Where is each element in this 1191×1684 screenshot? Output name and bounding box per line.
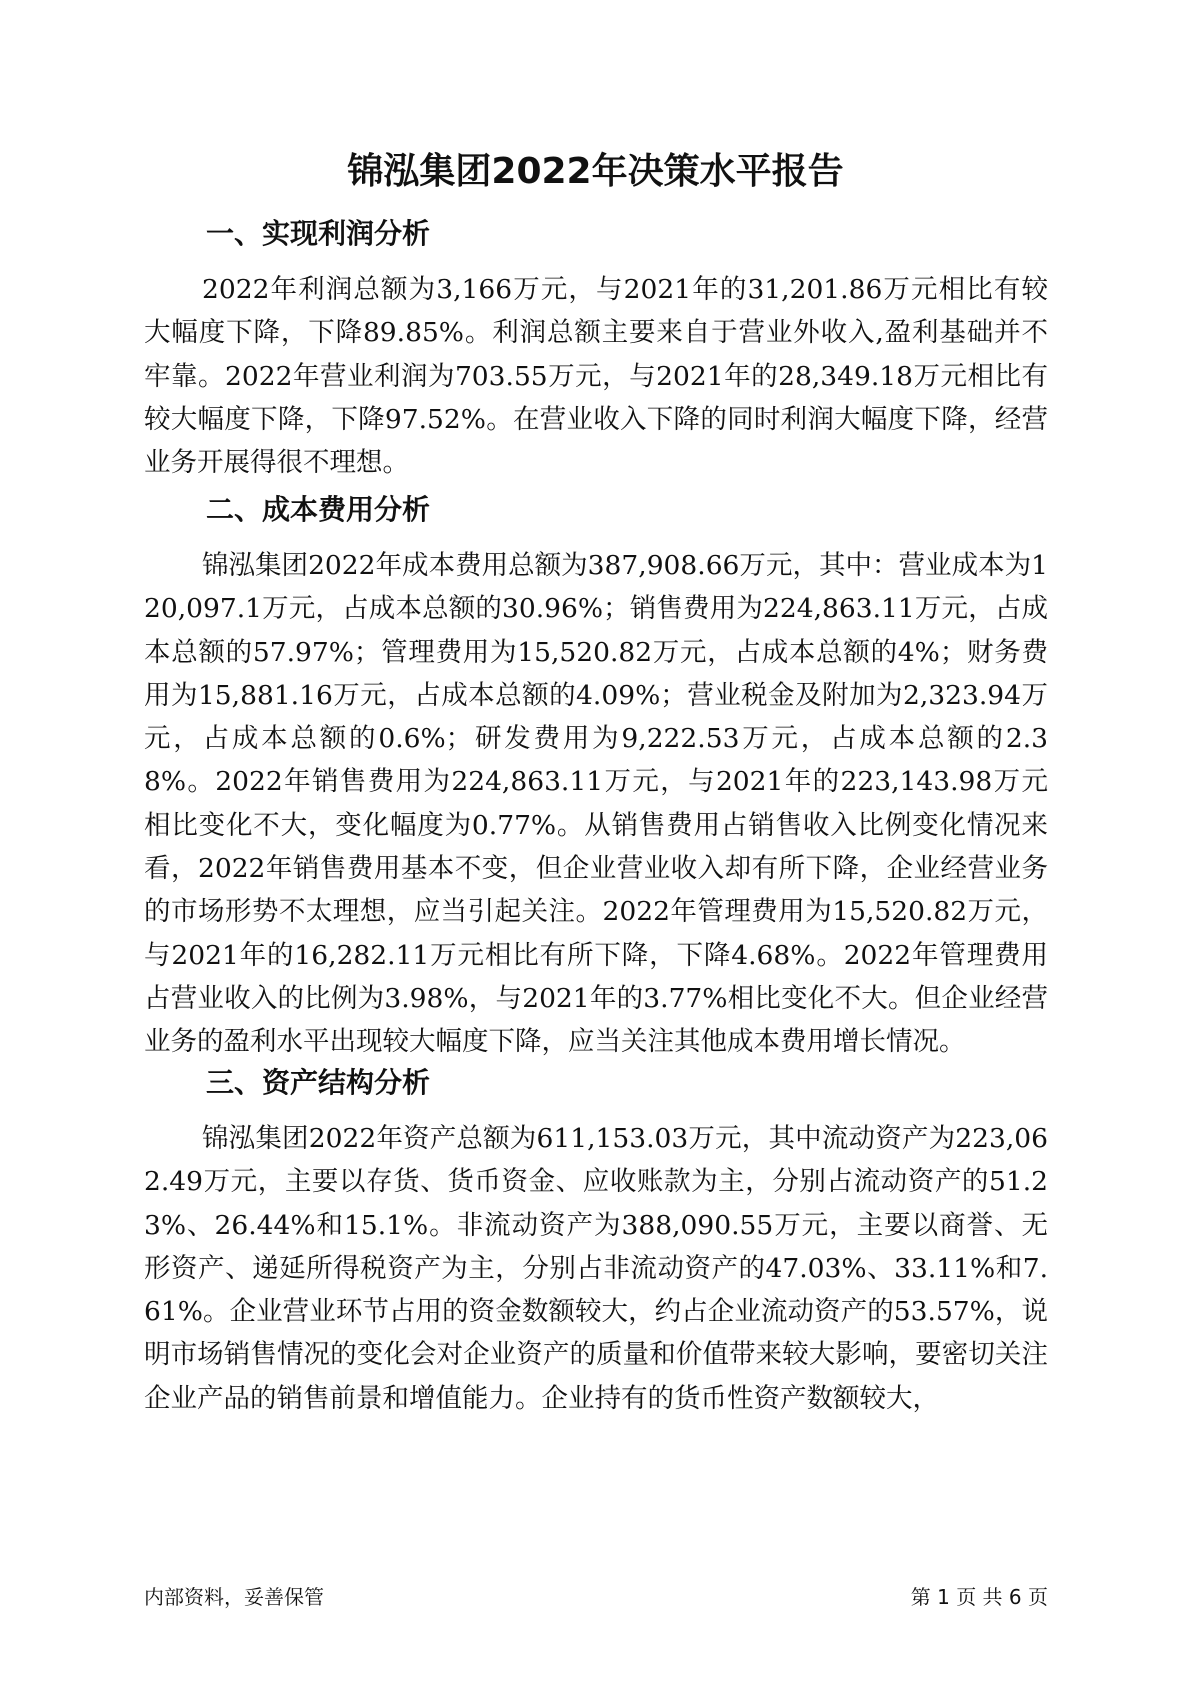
page-title: 锦泓集团2022年决策水平报告 bbox=[347, 151, 844, 192]
section-heading-assets: 三、资产结构分析 bbox=[206, 1066, 431, 1099]
section-heading-cost: 二、成本费用分析 bbox=[206, 493, 431, 526]
section-paragraph-cost: 锦泓集团2022年成本费用总额为387,908.66万元，其中：营业成本为120,097.1万元，占成本总额的30.96%；销售费用为224,863.11万元，占成本总额的57.97%；管理费用为15,520.82万元，占成本总额的4%；财务费用为15,881.16万元，占成本总额的4.09%；营业税金及附加为2,323.94万元，占成本总额的0.6%；研发费用为9,222.53万元，占成本总额的2.38%。2022年销售费用为224,863.11万元，与2021年的223,143.98万元相比变化不大，变化幅度为0.77%。从销售费用占销售收入比例变化情况来看，2022年销售费用基本不变，但企业营业收入却有所下降，企业经营业务的市场形势不太理想，应当引起关注。2022年管理费用为15,520.82万元，与2021年的16,282.11万元相比有所下降，下降4.68%。2022年管理费用占营业收入的比例为3.98%，与2021年的3.77%相比变化不大。但企业经营业务的盈利水平出现较大幅度下降，应当关注其他成本费用增长情况。 bbox=[144, 550, 1048, 1058]
section-paragraph-assets: 锦泓集团2022年资产总额为611,153.03万元，其中流动资产为223,062.49万元，主要以存货、货币资金、应收账款为主，分别占流动资产的51.23%、26.44%和15.1%。非流动资产为388,090.55万元，主要以商誉、无形资产、递延所得税资产为主，分别占非流动资产的47.03%、33.11%和7.61%。企业营业环节占用的资金数额较大，约占企业流动资产的53.57%，说明市场销售情况的变化会对企业资产的质量和价值带来较大影响，要密切关注企业产品的销售前景和增值能力。企业持有的货币性资产数额较大， bbox=[144, 1123, 1048, 1414]
footer-confidential-note: 内部资料，妥善保管 bbox=[144, 1585, 324, 1609]
footer-page-number: 第 1 页 共 6 页 bbox=[910, 1585, 1048, 1609]
section-heading-profit: 一、实现利润分析 bbox=[206, 217, 431, 250]
section-paragraph-profit: 2022年利润总额为3,166万元，与2021年的31,201.86万元相比有较大幅度下降，下降89.85%。利润总额主要来自于营业外收入,盈利基础并不牢靠。2022年营业利润为703.55万元，与2021年的28,349.18万元相比有较大幅度下降，下降97.52%。在营业收入下降的同时利润大幅度下降，经营业务开展得很不理想。 bbox=[144, 274, 1048, 479]
